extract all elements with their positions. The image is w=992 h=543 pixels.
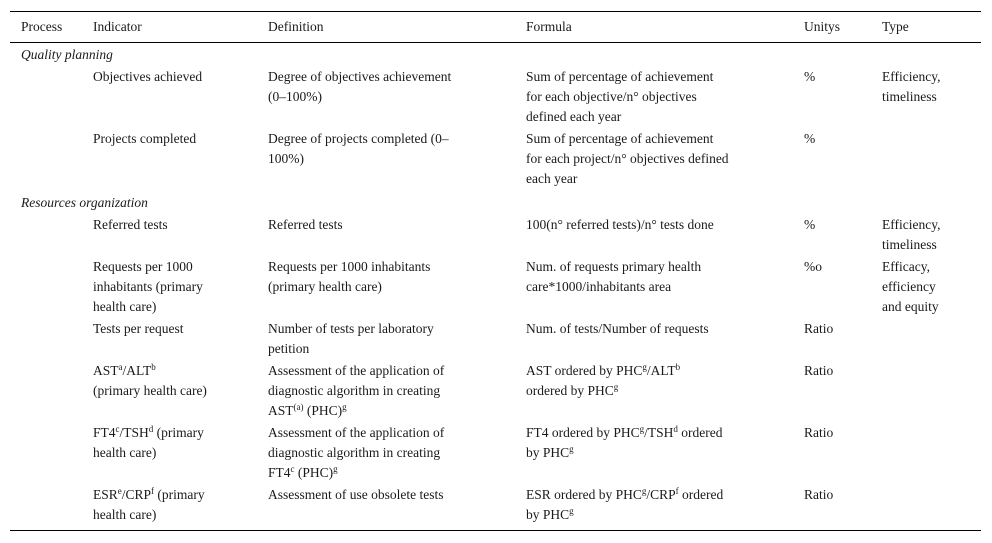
row-ast-alt-unit: Ratio bbox=[804, 363, 834, 378]
row-referred-tests-formula bbox=[526, 215, 714, 235]
table-top-rule bbox=[10, 11, 981, 12]
row-referred-tests-type bbox=[882, 215, 940, 255]
cell-line: Degree of projects completed (0– bbox=[268, 131, 449, 146]
cell-line: diagnostic algorithm in creating bbox=[268, 445, 441, 460]
row-ast-alt-definition bbox=[268, 361, 444, 421]
cell-line: Sum of percentage of achievement bbox=[526, 131, 714, 146]
cell-line: Assessment of the application of bbox=[268, 425, 445, 440]
cell-line: Requests per 1000 bbox=[93, 259, 193, 274]
row-tests-per-request-indicator bbox=[93, 319, 184, 339]
cell-line: Assessment of use obsolete tests bbox=[268, 487, 444, 502]
cell-line: Efficiency, bbox=[882, 217, 941, 232]
cell-line: petition bbox=[268, 341, 310, 356]
header-type: Type bbox=[882, 19, 909, 34]
cell-line: by PHC$^g$ bbox=[526, 444, 574, 460]
cell-line: for each project/n° objectives defined bbox=[526, 151, 729, 166]
cell-line: Referred tests bbox=[93, 217, 168, 232]
cell-line: Referred tests bbox=[268, 217, 343, 232]
row-requests-per-1000-formula bbox=[526, 257, 701, 297]
cell-line: and equity bbox=[882, 299, 939, 314]
row-referred-tests-indicator bbox=[93, 215, 168, 235]
cell-line: (primary health care) bbox=[93, 383, 207, 398]
row-tests-per-request-formula bbox=[526, 319, 709, 339]
row-esr-crp-definition bbox=[268, 485, 443, 505]
cell-line: AST$^{(a)}$ (PHC)$^g$ bbox=[268, 402, 347, 418]
row-requests-per-1000-definition bbox=[268, 257, 430, 297]
cell-line: ESR ordered by PHC$^g$/CRP$^f$ ordered bbox=[526, 486, 724, 502]
table-header-rule bbox=[10, 42, 981, 43]
cell-line: inhabitants (primary bbox=[93, 279, 203, 294]
cell-line: 100%) bbox=[268, 151, 304, 166]
cell-line: health care) bbox=[93, 445, 157, 460]
row-ast-alt-indicator bbox=[93, 361, 207, 401]
row-requests-per-1000-type bbox=[882, 257, 939, 317]
row-esr-crp-indicator bbox=[93, 485, 205, 525]
row-tests-per-request-definition bbox=[268, 319, 434, 359]
cell-line: Efficacy, bbox=[882, 259, 930, 274]
cell-line: Number of tests per laboratory bbox=[268, 321, 434, 336]
row-ft4-tsh-unit: Ratio bbox=[804, 425, 834, 440]
cell-line: timeliness bbox=[882, 89, 937, 104]
cell-line: (primary health care) bbox=[268, 279, 382, 294]
row-ft4-tsh-formula bbox=[526, 423, 723, 463]
cell-line: FT4 ordered by PHC$^g$/TSH$^d$ ordered bbox=[526, 424, 723, 440]
row-requests-per-1000-unit: %o bbox=[804, 259, 822, 274]
row-ft4-tsh-definition bbox=[268, 423, 444, 483]
row-requests-per-1000-indicator bbox=[93, 257, 203, 317]
cell-line: Projects completed bbox=[93, 131, 197, 146]
cell-line: each year bbox=[526, 171, 578, 186]
cell-line: Degree of objectives achievement bbox=[268, 69, 452, 84]
row-esr-crp-formula bbox=[526, 485, 723, 525]
row-referred-tests-definition bbox=[268, 215, 343, 235]
row-projects-completed-formula bbox=[526, 129, 729, 189]
cell-line: (0–100%) bbox=[268, 89, 322, 104]
row-objectives-achieved-formula bbox=[526, 67, 713, 127]
cell-line: Assessment of the application of bbox=[268, 363, 445, 378]
row-tests-per-request-unit: Ratio bbox=[804, 321, 834, 336]
cell-line: for each objective/n° objectives bbox=[526, 89, 697, 104]
row-ft4-tsh-indicator bbox=[93, 423, 204, 463]
cell-line: health care) bbox=[93, 299, 157, 314]
cell-line: Objectives achieved bbox=[93, 69, 203, 84]
cell-line: by PHC$^g$ bbox=[526, 506, 574, 522]
header-process: Process bbox=[21, 19, 63, 34]
cell-line: diagnostic algorithm in creating bbox=[268, 383, 441, 398]
row-projects-completed-indicator bbox=[93, 129, 196, 149]
cell-line: Requests per 1000 inhabitants bbox=[268, 259, 431, 274]
row-objectives-achieved-type bbox=[882, 67, 940, 107]
header-units: Unitys bbox=[804, 19, 841, 34]
row-esr-crp-unit: Ratio bbox=[804, 487, 834, 502]
row-projects-completed-definition bbox=[268, 129, 449, 169]
cell-line: Efficiency, bbox=[882, 69, 941, 84]
row-objectives-achieved-definition bbox=[268, 67, 451, 107]
cell-line: timeliness bbox=[882, 237, 937, 252]
header-formula: Formula bbox=[526, 19, 572, 34]
cell-line: ordered by PHC$^g$ bbox=[526, 382, 619, 398]
row-objectives-achieved-unit: % bbox=[804, 69, 816, 84]
cell-line: health care) bbox=[93, 507, 157, 522]
header-definition: Definition bbox=[268, 19, 324, 34]
header-indicator: Indicator bbox=[93, 19, 142, 34]
cell-line: FT4$^c$/TSH$^d$ (primary bbox=[93, 424, 204, 440]
cell-line: AST ordered by PHC$^g$/ALT$^b$ bbox=[526, 362, 681, 378]
cell-line: Num. of requests primary health bbox=[526, 259, 702, 274]
row-objectives-achieved-indicator bbox=[93, 67, 202, 87]
cell-line: 100(n° referred tests)/n° tests done bbox=[526, 217, 714, 232]
section-quality-planning: Quality planning bbox=[21, 47, 113, 62]
cell-line: efficiency bbox=[882, 279, 936, 294]
section-resources-organization: Resources organization bbox=[21, 195, 148, 210]
cell-line: Num. of tests/Number of requests bbox=[526, 321, 709, 336]
row-referred-tests-unit: % bbox=[804, 217, 816, 232]
cell-line: defined each year bbox=[526, 109, 622, 124]
cell-line: FT4$^c$ (PHC)$^g$ bbox=[268, 464, 338, 480]
cell-line: AST$^a$/ALT$^b$ bbox=[93, 362, 156, 378]
row-projects-completed-unit: % bbox=[804, 131, 816, 146]
cell-line: Tests per request bbox=[93, 321, 184, 336]
cell-line: Sum of percentage of achievement bbox=[526, 69, 714, 84]
row-ast-alt-formula bbox=[526, 361, 680, 401]
table-bottom-rule bbox=[10, 530, 981, 531]
cell-line: care*1000/inhabitants area bbox=[526, 279, 672, 294]
cell-line: ESR$^e$/CRP$^f$ (primary bbox=[93, 486, 205, 502]
